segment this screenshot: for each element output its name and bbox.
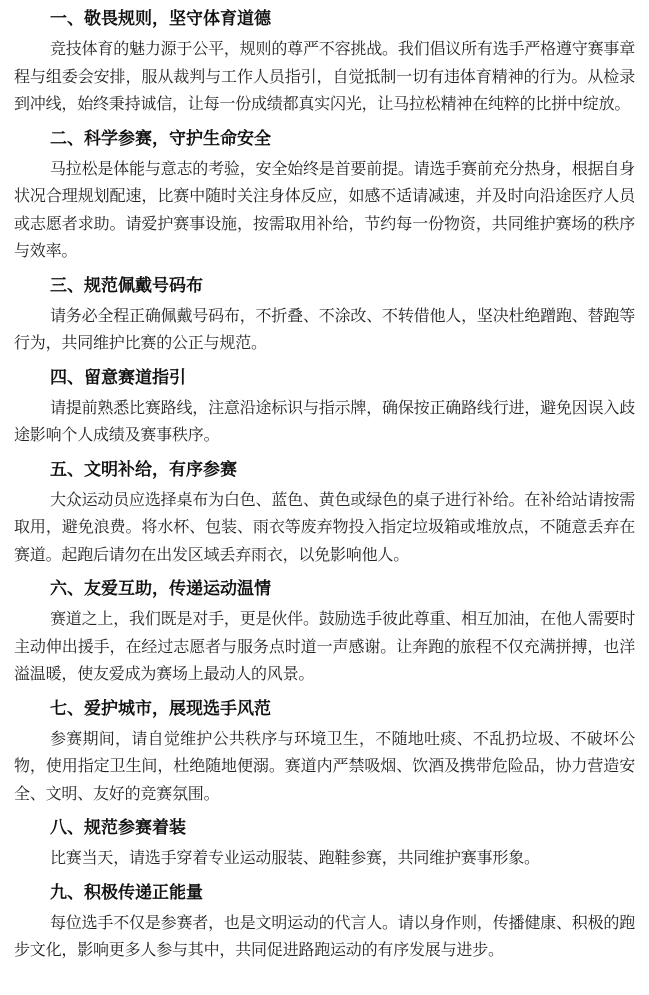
section-5	[14, 457, 635, 569]
section-body: 马拉松是体能与意志的考验，安全始终是首要前提。请选手赛前充分热身，根据自身状况合理规划配速，比赛中随时关注身体反应，如感不适请减速，并及时向沿途医疗人员或志愿者求助。请爱护赛事设施，按需取用补给，节约每一份物资，共同维护赛场的秩序与效率。	[14, 158, 635, 260]
section-body: 竞技体育的魅力源于公平，规则的尊严不容挑战。我们倡议所有选手严格遵守赛事章程与组委会安排，服从裁判与工作人员指引，自觉抵制一切有违体育精神的行为。从检录到冲线，始终秉持诚信，让每一份成绩都真实闪光，让马拉松精神在纯粹的比拼中绽放。	[14, 39, 635, 113]
section-1	[14, 6, 635, 118]
section-body: 大众运动员应选择桌布为白色、蓝色、黄色或绿色的桌子进行补给。在补给站请按需取用，避免浪费。将水杯、包装、雨衣等废弃物投入指定垃圾箱或堆放点，不随意丢弃在赛道。起跑后请勿在出发区域丢弃雨衣，以免影响他人。	[14, 489, 635, 564]
section-9	[14, 880, 635, 964]
section-body: 比赛当天，请选手穿着专业运动服装、跑鞋参赛，共同维护赛事形象。	[50, 848, 540, 867]
section-body: 参赛期间，请自觉维护公共秩序与环境卫生，不随地吐痰、不乱扔垃圾、不破坏公物，使用指定卫生间，杜绝随地便溺。赛道内严禁吸烟、饮酒及携带危险品，协力营造安全、文明、友好的竞赛氛围。	[14, 728, 635, 803]
section-7	[14, 696, 635, 808]
section-body: 每位选手不仅是参赛者，也是文明运动的代言人。请以身作则，传播健康、积极的跑步文化，影响更多人参与其中，共同促进路跑运动的有序发展与进步。	[14, 912, 635, 959]
section-4	[14, 365, 635, 449]
section-6	[14, 576, 635, 688]
section-heading: 三、规范佩戴号码布	[50, 275, 203, 296]
section-heading: 九、积极传递正能量	[50, 882, 203, 903]
section-heading: 四、留意赛道指引	[50, 367, 186, 388]
section-body: 请务必全程正确佩戴号码布，不折叠、不涂改、不转借他人，坚决杜绝蹭跑、替跑等行为，共同维护比赛的公正与规范。	[14, 305, 635, 352]
section-heading: 二、科学参赛，守护生命安全	[50, 128, 271, 149]
section-body: 请提前熟悉比赛路线，注意沿途标识与指示牌，确保按正确路线行进，避免因误入歧途影响个人成绩及赛事秩序。	[14, 397, 635, 444]
section-heading: 八、规范参赛着装	[50, 818, 186, 838]
section-heading: 一、敬畏规则，坚守体育道德	[50, 9, 271, 29]
section-heading: 六、友爱互助，传递运动温情	[50, 579, 271, 599]
section-8	[14, 815, 635, 872]
section-body: 赛道之上，我们既是对手，更是伙伴。鼓励选手彼此尊重、相互加油，在他人需要时主动伸出援手，在经过志愿者与服务点时道一声感谢。让奔跑的旅程不仅充满拼搏，也洋溢温暖，使友爱成为赛场上最动人的风景。	[14, 609, 635, 683]
section-3	[14, 273, 635, 357]
section-heading: 五、文明补给，有序参赛	[50, 459, 237, 480]
section-2	[14, 126, 635, 265]
section-heading: 七、爱护城市，展现选手风范	[50, 698, 271, 719]
